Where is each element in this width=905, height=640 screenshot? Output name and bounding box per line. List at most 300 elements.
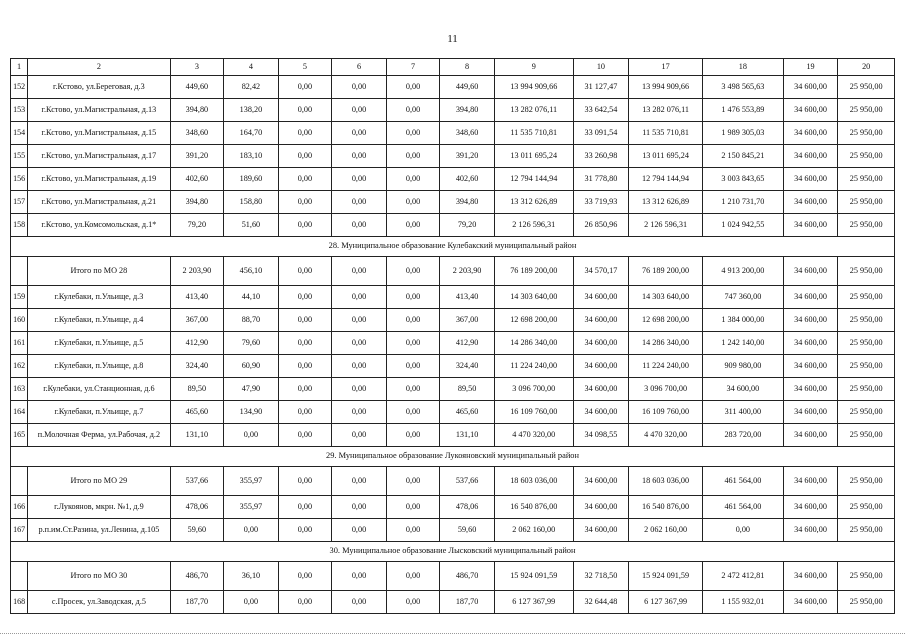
value-cell: 0,00 [278, 191, 332, 214]
value-cell: 15 924 091,59 [629, 562, 703, 591]
value-cell: 34 600,00 [702, 378, 783, 401]
value-cell: 391,20 [440, 145, 495, 168]
value-cell: 0,00 [332, 496, 387, 519]
table-row [11, 355, 895, 378]
row-number [11, 257, 28, 286]
address-cell: г.Кулебаки, п.Ульище, д.3 [28, 286, 170, 309]
address-cell: г.Кстово, ул.Магистральная, д.13 [28, 99, 170, 122]
value-cell: 2 203,90 [440, 257, 495, 286]
column-number: 4 [224, 59, 279, 76]
column-number: 18 [702, 59, 783, 76]
value-cell: 34 600,00 [783, 496, 838, 519]
value-cell: 34 600,00 [783, 309, 838, 332]
value-cell: 394,80 [440, 191, 495, 214]
value-cell: 189,60 [224, 168, 279, 191]
column-number: 3 [170, 59, 224, 76]
value-cell: 0,00 [278, 99, 332, 122]
value-cell: 0,00 [386, 191, 440, 214]
housing-repair-table [10, 58, 895, 614]
table-row [11, 309, 895, 332]
value-cell: 34 600,00 [783, 562, 838, 591]
total-row [11, 562, 895, 591]
value-cell: 3 096 700,00 [494, 378, 573, 401]
value-cell: 537,66 [440, 467, 495, 496]
value-cell: 0,00 [278, 519, 332, 542]
value-cell: 0,00 [386, 378, 440, 401]
value-cell: 34 600,00 [573, 355, 629, 378]
value-cell: 0,00 [278, 76, 332, 99]
value-cell: 0,00 [278, 355, 332, 378]
value-cell: 25 950,00 [838, 332, 895, 355]
table-row [11, 519, 895, 542]
value-cell: 34 600,00 [573, 467, 629, 496]
value-cell: 14 286 340,00 [629, 332, 703, 355]
value-cell: 34 600,00 [783, 99, 838, 122]
value-cell: 79,20 [170, 214, 224, 237]
value-cell: 0,00 [386, 401, 440, 424]
value-cell: 25 950,00 [838, 378, 895, 401]
value-cell: 449,60 [170, 76, 224, 99]
page-bottom-edge [0, 633, 905, 634]
value-cell: 0,00 [386, 214, 440, 237]
value-cell: 34 600,00 [783, 424, 838, 447]
value-cell: 355,97 [224, 467, 279, 496]
table-row [11, 401, 895, 424]
value-cell: 34 600,00 [783, 191, 838, 214]
value-cell: 16 109 760,00 [494, 401, 573, 424]
value-cell: 478,06 [170, 496, 224, 519]
table-row [11, 168, 895, 191]
value-cell: 465,60 [170, 401, 224, 424]
value-cell: 486,70 [440, 562, 495, 591]
value-cell: 0,00 [332, 257, 387, 286]
value-cell: 0,00 [224, 424, 279, 447]
value-cell: 461 564,00 [702, 467, 783, 496]
row-number: 156 [11, 168, 28, 191]
value-cell: 0,00 [278, 286, 332, 309]
column-number: 20 [838, 59, 895, 76]
value-cell: 348,60 [170, 122, 224, 145]
value-cell: 1 210 731,70 [702, 191, 783, 214]
value-cell: 6 127 367,99 [494, 591, 573, 614]
value-cell: 12 698 200,00 [494, 309, 573, 332]
value-cell: 0,00 [224, 591, 279, 614]
value-cell: 0,00 [386, 424, 440, 447]
column-number: 6 [332, 59, 387, 76]
value-cell: 34 600,00 [573, 286, 629, 309]
value-cell: 34 600,00 [783, 168, 838, 191]
value-cell: 33 719,93 [573, 191, 629, 214]
value-cell: 34 600,00 [783, 257, 838, 286]
value-cell: 2 126 596,31 [629, 214, 703, 237]
column-number: 8 [440, 59, 495, 76]
value-cell: 0,00 [278, 467, 332, 496]
value-cell: 461 564,00 [702, 496, 783, 519]
value-cell: 0,00 [332, 309, 387, 332]
table-row [11, 332, 895, 355]
value-cell: 13 282 076,11 [494, 99, 573, 122]
value-cell: 4 470 320,00 [494, 424, 573, 447]
value-cell: 283 720,00 [702, 424, 783, 447]
address-cell: г.Кулебаки, п.Ульище, д.7 [28, 401, 170, 424]
value-cell: 25 950,00 [838, 214, 895, 237]
value-cell: 2 126 596,31 [494, 214, 573, 237]
value-cell: 34 600,00 [783, 519, 838, 542]
row-number: 154 [11, 122, 28, 145]
value-cell: 34 600,00 [783, 145, 838, 168]
value-cell: 11 535 710,81 [629, 122, 703, 145]
column-number: 19 [783, 59, 838, 76]
value-cell: 11 535 710,81 [494, 122, 573, 145]
address-cell: г.Лукоянов, мкрн. №1, д.9 [28, 496, 170, 519]
value-cell: 25 950,00 [838, 355, 895, 378]
section-heading-row [11, 447, 895, 467]
value-cell: 486,70 [170, 562, 224, 591]
value-cell: 0,00 [386, 122, 440, 145]
value-cell: 76 189 200,00 [629, 257, 703, 286]
value-cell: 138,20 [224, 99, 279, 122]
value-cell: 34 600,00 [783, 378, 838, 401]
table-row [11, 496, 895, 519]
value-cell: 2 203,90 [170, 257, 224, 286]
value-cell: 79,20 [440, 214, 495, 237]
value-cell: 25 950,00 [838, 191, 895, 214]
value-cell: 449,60 [440, 76, 495, 99]
value-cell: 0,00 [224, 519, 279, 542]
value-cell: 44,10 [224, 286, 279, 309]
value-cell: 0,00 [332, 355, 387, 378]
value-cell: 0,00 [386, 257, 440, 286]
value-cell: 2 062 160,00 [629, 519, 703, 542]
value-cell: 34 600,00 [573, 378, 629, 401]
column-number: 5 [278, 59, 332, 76]
table-row [11, 191, 895, 214]
value-cell: 131,10 [170, 424, 224, 447]
value-cell: 25 950,00 [838, 467, 895, 496]
value-cell: 0,00 [278, 562, 332, 591]
total-row [11, 467, 895, 496]
value-cell: 0,00 [278, 309, 332, 332]
value-cell: 187,70 [170, 591, 224, 614]
value-cell: 34 600,00 [573, 519, 629, 542]
value-cell: 0,00 [386, 355, 440, 378]
value-cell: 367,00 [170, 309, 224, 332]
value-cell: 187,70 [440, 591, 495, 614]
value-cell: 1 476 553,89 [702, 99, 783, 122]
value-cell: 0,00 [386, 286, 440, 309]
value-cell: 15 924 091,59 [494, 562, 573, 591]
value-cell: 0,00 [386, 591, 440, 614]
table-row [11, 99, 895, 122]
section-heading-row [11, 542, 895, 562]
value-cell: 34 600,00 [783, 467, 838, 496]
value-cell: 13 011 695,24 [494, 145, 573, 168]
table-row [11, 214, 895, 237]
value-cell: 25 950,00 [838, 591, 895, 614]
value-cell: 3 003 843,65 [702, 168, 783, 191]
value-cell: 0,00 [278, 257, 332, 286]
row-number: 164 [11, 401, 28, 424]
value-cell: 25 950,00 [838, 519, 895, 542]
table-row [11, 591, 895, 614]
value-cell: 16 540 876,00 [629, 496, 703, 519]
value-cell: 6 127 367,99 [629, 591, 703, 614]
value-cell: 0,00 [386, 467, 440, 496]
section-heading: 30. Муниципальное образование Лысковский муниципальный район [11, 542, 895, 562]
value-cell: 0,00 [332, 378, 387, 401]
value-cell: 367,00 [440, 309, 495, 332]
value-cell: 0,00 [278, 332, 332, 355]
value-cell: 34 600,00 [783, 122, 838, 145]
row-number: 157 [11, 191, 28, 214]
value-cell: 0,00 [278, 214, 332, 237]
value-cell: 89,50 [440, 378, 495, 401]
value-cell: 32 718,50 [573, 562, 629, 591]
row-number: 162 [11, 355, 28, 378]
address-cell: г.Кстово, ул.Береговая, д.3 [28, 76, 170, 99]
row-number: 163 [11, 378, 28, 401]
value-cell: 34 600,00 [783, 591, 838, 614]
value-cell: 1 155 932,01 [702, 591, 783, 614]
value-cell: 402,60 [170, 168, 224, 191]
row-number: 155 [11, 145, 28, 168]
value-cell: 31 778,80 [573, 168, 629, 191]
value-cell: 0,00 [332, 99, 387, 122]
address-cell: г.Кулебаки, п.Ульище, д.5 [28, 332, 170, 355]
address-cell: г.Кстово, ул.Магистральная, д.21 [28, 191, 170, 214]
value-cell: 164,70 [224, 122, 279, 145]
value-cell: 12 698 200,00 [629, 309, 703, 332]
value-cell: 0,00 [332, 286, 387, 309]
value-cell: 0,00 [278, 168, 332, 191]
address-cell: р.п.им.Ст.Разина, ул.Ленина, д.105 [28, 519, 170, 542]
address-cell: п.Молочная Ферма, ул.Рабочая, д.2 [28, 424, 170, 447]
value-cell: 394,80 [170, 99, 224, 122]
value-cell: 16 540 876,00 [494, 496, 573, 519]
value-cell: 79,60 [224, 332, 279, 355]
value-cell: 11 224 240,00 [629, 355, 703, 378]
value-cell: 0,00 [332, 191, 387, 214]
value-cell: 1 989 305,03 [702, 122, 783, 145]
value-cell: 0,00 [332, 519, 387, 542]
value-cell: 34 600,00 [573, 309, 629, 332]
value-cell: 0,00 [332, 401, 387, 424]
value-cell: 34 600,00 [573, 332, 629, 355]
value-cell: 0,00 [386, 332, 440, 355]
value-cell: 183,10 [224, 145, 279, 168]
value-cell: 25 950,00 [838, 168, 895, 191]
row-number: 159 [11, 286, 28, 309]
table-body [11, 59, 895, 614]
value-cell: 0,00 [332, 76, 387, 99]
row-number: 167 [11, 519, 28, 542]
page-number: 11 [447, 33, 458, 45]
value-cell: 324,40 [170, 355, 224, 378]
value-cell: 4 913 200,00 [702, 257, 783, 286]
value-cell: 1 242 140,00 [702, 332, 783, 355]
value-cell: 82,42 [224, 76, 279, 99]
value-cell: 311 400,00 [702, 401, 783, 424]
value-cell: 25 950,00 [838, 76, 895, 99]
value-cell: 51,60 [224, 214, 279, 237]
section-heading-row [11, 237, 895, 257]
value-cell: 16 109 760,00 [629, 401, 703, 424]
table-row [11, 286, 895, 309]
value-cell: 2 062 160,00 [494, 519, 573, 542]
value-cell: 34 600,00 [783, 355, 838, 378]
value-cell: 34 570,17 [573, 257, 629, 286]
row-number [11, 467, 28, 496]
table-row [11, 76, 895, 99]
value-cell: 402,60 [440, 168, 495, 191]
address-cell: г.Кулебаки, п.Ульище, д.4 [28, 309, 170, 332]
value-cell: 11 224 240,00 [494, 355, 573, 378]
value-cell: 25 950,00 [838, 496, 895, 519]
value-cell: 0,00 [332, 214, 387, 237]
value-cell: 25 950,00 [838, 424, 895, 447]
value-cell: 14 303 640,00 [629, 286, 703, 309]
value-cell: 34 600,00 [573, 401, 629, 424]
value-cell: 0,00 [702, 519, 783, 542]
value-cell: 0,00 [386, 76, 440, 99]
row-number: 152 [11, 76, 28, 99]
value-cell: 131,10 [440, 424, 495, 447]
value-cell: 36,10 [224, 562, 279, 591]
address-cell: г.Кулебаки, п.Ульище, д.8 [28, 355, 170, 378]
value-cell: 13 312 626,89 [494, 191, 573, 214]
value-cell: 25 950,00 [838, 99, 895, 122]
value-cell: 413,40 [440, 286, 495, 309]
value-cell: 14 286 340,00 [494, 332, 573, 355]
column-number: 1 [11, 59, 28, 76]
value-cell: 0,00 [332, 467, 387, 496]
value-cell: 34 600,00 [783, 76, 838, 99]
value-cell: 34 600,00 [783, 214, 838, 237]
value-cell: 0,00 [332, 562, 387, 591]
value-cell: 3 096 700,00 [629, 378, 703, 401]
total-label: Итого по МО 29 [28, 467, 170, 496]
section-heading: 29. Муниципальное образование Лукояновский муниципальный район [11, 447, 895, 467]
value-cell: 25 950,00 [838, 562, 895, 591]
value-cell: 25 950,00 [838, 145, 895, 168]
value-cell: 0,00 [332, 168, 387, 191]
value-cell: 34 098,55 [573, 424, 629, 447]
address-cell: г.Кстово, ул.Комсомольская, д.1* [28, 214, 170, 237]
value-cell: 0,00 [278, 424, 332, 447]
value-cell: 4 470 320,00 [629, 424, 703, 447]
value-cell: 47,90 [224, 378, 279, 401]
value-cell: 158,80 [224, 191, 279, 214]
value-cell: 391,20 [170, 145, 224, 168]
value-cell: 0,00 [332, 332, 387, 355]
value-cell: 412,90 [170, 332, 224, 355]
value-cell: 456,10 [224, 257, 279, 286]
row-number: 160 [11, 309, 28, 332]
address-cell: г.Кулебаки, ул.Станционная, д.6 [28, 378, 170, 401]
value-cell: 412,90 [440, 332, 495, 355]
value-cell: 537,66 [170, 467, 224, 496]
value-cell: 25 950,00 [838, 286, 895, 309]
value-cell: 348,60 [440, 122, 495, 145]
table-row [11, 378, 895, 401]
address-cell: г.Кстово, ул.Магистральная, д.15 [28, 122, 170, 145]
value-cell: 0,00 [278, 591, 332, 614]
value-cell: 13 011 695,24 [629, 145, 703, 168]
column-number: 2 [28, 59, 170, 76]
table-row [11, 145, 895, 168]
value-cell: 14 303 640,00 [494, 286, 573, 309]
table-row [11, 122, 895, 145]
value-cell: 465,60 [440, 401, 495, 424]
value-cell: 1 024 942,55 [702, 214, 783, 237]
value-cell: 394,80 [170, 191, 224, 214]
value-cell: 0,00 [386, 496, 440, 519]
value-cell: 59,60 [170, 519, 224, 542]
value-cell: 324,40 [440, 355, 495, 378]
value-cell: 26 850,96 [573, 214, 629, 237]
value-cell: 2 472 412,81 [702, 562, 783, 591]
value-cell: 394,80 [440, 99, 495, 122]
value-cell: 0,00 [332, 591, 387, 614]
value-cell: 12 794 144,94 [494, 168, 573, 191]
value-cell: 25 950,00 [838, 122, 895, 145]
value-cell: 34 600,00 [573, 496, 629, 519]
value-cell: 355,97 [224, 496, 279, 519]
value-cell: 0,00 [278, 496, 332, 519]
value-cell: 0,00 [278, 401, 332, 424]
total-label: Итого по МО 30 [28, 562, 170, 591]
value-cell: 13 312 626,89 [629, 191, 703, 214]
value-cell: 18 603 036,00 [494, 467, 573, 496]
address-cell: г.Кстово, ул.Магистральная, д.17 [28, 145, 170, 168]
value-cell: 3 498 565,63 [702, 76, 783, 99]
row-number: 158 [11, 214, 28, 237]
value-cell: 0,00 [386, 562, 440, 591]
value-cell: 747 360,00 [702, 286, 783, 309]
value-cell: 1 384 000,00 [702, 309, 783, 332]
value-cell: 13 994 909,66 [494, 76, 573, 99]
total-row [11, 257, 895, 286]
value-cell: 0,00 [332, 424, 387, 447]
value-cell: 13 282 076,11 [629, 99, 703, 122]
value-cell: 478,06 [440, 496, 495, 519]
value-cell: 0,00 [386, 519, 440, 542]
row-number: 168 [11, 591, 28, 614]
value-cell: 25 950,00 [838, 257, 895, 286]
value-cell: 33 642,54 [573, 99, 629, 122]
value-cell: 34 600,00 [783, 332, 838, 355]
value-cell: 134,90 [224, 401, 279, 424]
value-cell: 413,40 [170, 286, 224, 309]
column-number: 9 [494, 59, 573, 76]
row-number: 161 [11, 332, 28, 355]
section-heading: 28. Муниципальное образование Кулебакский муниципальный район [11, 237, 895, 257]
value-cell: 909 980,00 [702, 355, 783, 378]
value-cell: 0,00 [278, 378, 332, 401]
total-label: Итого по МО 28 [28, 257, 170, 286]
value-cell: 0,00 [386, 168, 440, 191]
value-cell: 0,00 [386, 99, 440, 122]
value-cell: 33 091,54 [573, 122, 629, 145]
value-cell: 0,00 [332, 145, 387, 168]
table-row [11, 424, 895, 447]
value-cell: 13 994 909,66 [629, 76, 703, 99]
address-cell: г.Кстово, ул.Магистральная, д.19 [28, 168, 170, 191]
value-cell: 34 600,00 [783, 401, 838, 424]
column-number: 7 [386, 59, 440, 76]
value-cell: 2 150 845,21 [702, 145, 783, 168]
row-number: 153 [11, 99, 28, 122]
